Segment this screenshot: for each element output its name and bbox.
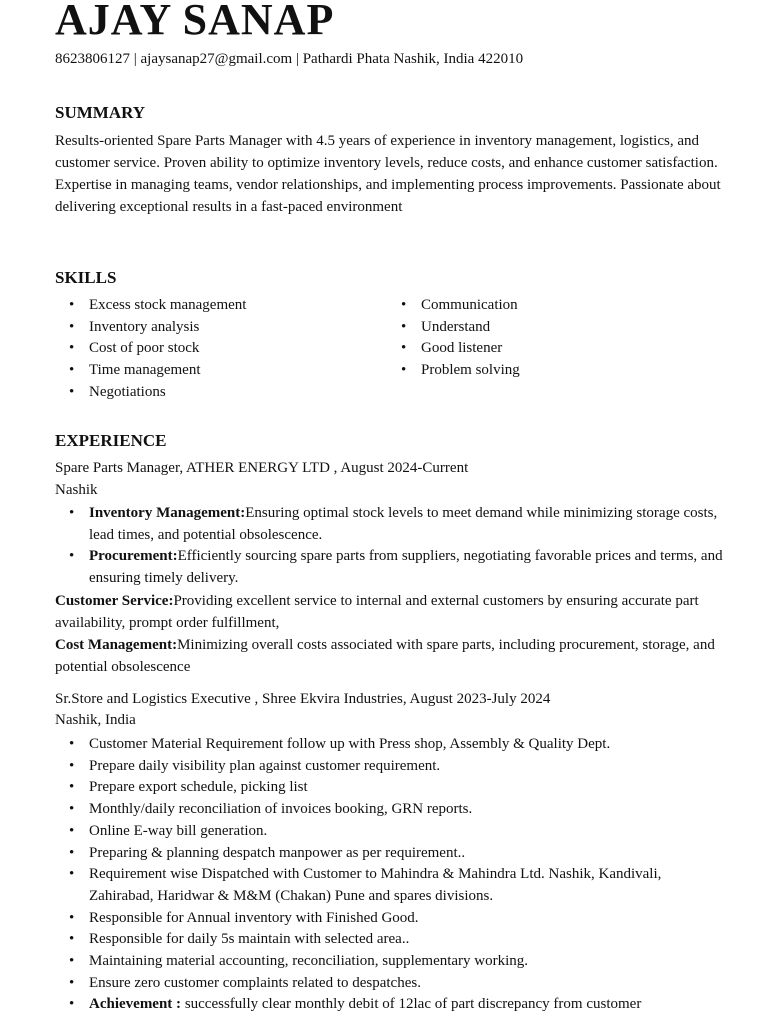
- candidate-name: AJAY SANAP: [55, 0, 335, 44]
- job-bullet: • Prepare daily visibility plan against customer requirement.: [89, 756, 729, 778]
- achievement-label: Achievement :: [89, 996, 182, 1013]
- skill-item: • Excess stock management: [89, 295, 246, 317]
- job-title: Sr.Store and Logistics Executive , Shree Ekvira Industries, August 2023-July 2024: [55, 691, 551, 707]
- bullet-text: Efficiently sourcing spare parts from suppliers, negotiating favorable prices and terms, and ensuring timely delivery.: [89, 548, 723, 587]
- skills-heading: SKILLS: [55, 268, 117, 287]
- customer-service-paragraph: [55, 590, 725, 634]
- job-bullet: • Prepare export schedule, picking list: [89, 777, 729, 799]
- cost-management-paragraph: [55, 634, 725, 678]
- skills-left-list: [89, 295, 246, 404]
- job-bullet: [89, 994, 729, 1016]
- job-bullet: [89, 546, 729, 589]
- skill-item: • Problem solving: [421, 360, 520, 382]
- paragraph-text: Minimizing overall costs associated with spare parts, including procurement, storage, and potential obsolescence: [55, 637, 715, 675]
- paragraph-label: Cost Management:: [55, 637, 178, 653]
- job-bullet: • Monthly/daily reconciliation of invoices booking, GRN reports.: [89, 799, 729, 821]
- job-bullets: [89, 734, 729, 1016]
- skill-item: • Cost of poor stock: [89, 338, 246, 360]
- bullet-text: Ensuring optimal stock levels to meet demand while minimizing storage costs, lead times, and potential obsolescence.: [89, 505, 718, 543]
- paragraph-text: Providing excellent service to internal and external customers by ensuring accurate part availability, prompt order fulfillment,: [55, 593, 699, 631]
- experience-heading: EXPERIENCE: [55, 431, 167, 450]
- job-bullet: • Responsible for daily 5s maintain with selected area..: [89, 929, 729, 951]
- bullet-label: Procurement:: [89, 548, 178, 565]
- job-bullet: [89, 503, 729, 546]
- job-bullet: • Online E-way bill generation.: [89, 821, 729, 843]
- job-bullets: [89, 503, 729, 590]
- skill-item: • Time management: [89, 360, 246, 382]
- skill-item: • Understand: [421, 317, 520, 339]
- job-location: Nashik: [55, 482, 98, 498]
- skill-item: • Inventory analysis: [89, 317, 246, 339]
- bullet-label: Inventory Management:: [89, 505, 246, 521]
- job-bullet: • Preparing & planning despatch manpower as per requirement..: [89, 843, 729, 865]
- summary-heading: SUMMARY: [55, 103, 146, 122]
- job-bullet: • Responsible for Annual inventory with Finished Good.: [89, 908, 729, 930]
- job-bullet: • Customer Material Requirement follow up with Press shop, Assembly & Quality Dept.: [89, 734, 729, 756]
- skills-right-list: [421, 295, 520, 382]
- job-bullet: • Ensure zero customer complaints related to despatches.: [89, 973, 729, 995]
- job-title: Spare Parts Manager, ATHER ENERGY LTD , August 2024-Current: [55, 460, 469, 476]
- job-bullet: • Requirement wise Dispatched with Customer to Mahindra & Mahindra Ltd. Nashik, Kandivali, Zahirabad, Haridwar & M&M (Chakan) Pune and spares divisions.: [89, 864, 729, 907]
- skill-item: • Negotiations: [89, 382, 246, 404]
- skill-item: • Good listener: [421, 338, 520, 360]
- contact-info: 8623806127 | ajaysanap27@gmail.com | Pathardi Phata Nashik, India 422010: [55, 51, 524, 67]
- summary-text: Results-oriented Spare Parts Manager with 4.5 years of experience in inventory management, logistics, and customer service. Proven ability to optimize inventory levels, reduce costs, and enhance customer satisfaction. Expertise in managing teams, vendor relationships, and implementing process improvements. Passionate about delivering exceptional results in a fast-paced environment: [55, 133, 721, 215]
- job-location: Nashik, India: [55, 712, 136, 728]
- achievement-text: successfully clear monthly debit of 12lac of part discrepancy from customer: [181, 996, 642, 1013]
- job-bullet: • Maintaining material accounting, reconciliation, supplementary working.: [89, 951, 729, 973]
- paragraph-label: Customer Service:: [55, 593, 174, 609]
- skill-item: • Communication: [421, 295, 520, 317]
